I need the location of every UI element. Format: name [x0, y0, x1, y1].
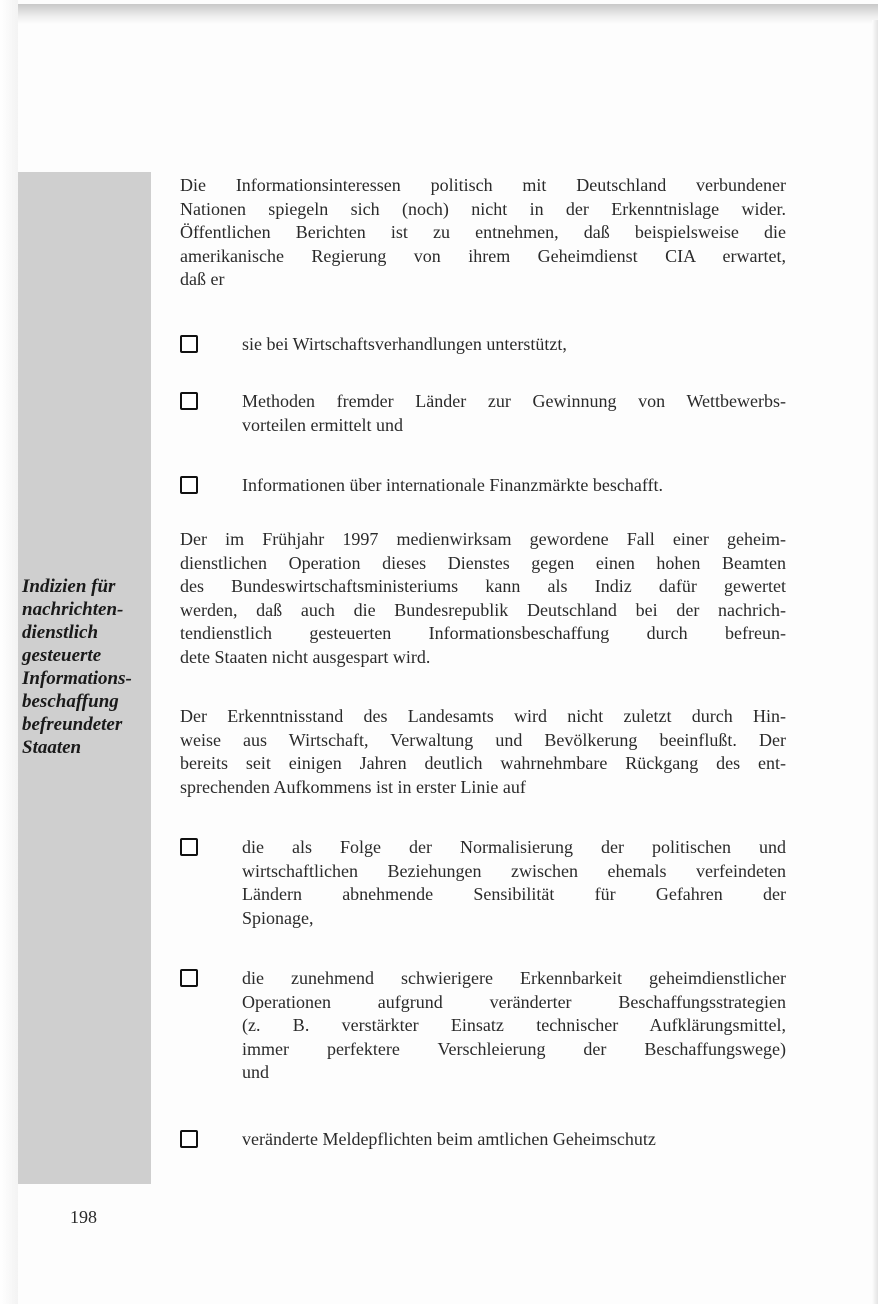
scan-left-edge: [0, 0, 18, 1304]
margin-note-line: Staaten: [22, 737, 82, 758]
margin-note-line: befreundeter: [22, 714, 123, 735]
checkbox-icon: [180, 969, 198, 987]
checkbox-icon: [180, 335, 198, 353]
text-line: Ländern abnehmende Sensibilität für Gefahren der: [242, 884, 786, 904]
text-line: Spionage,: [242, 907, 314, 928]
text-line: und: [242, 1062, 269, 1082]
checkbox-icon: [180, 476, 198, 494]
text-line: dienstlichen Operation dieses Dienstes gegen einen hohen Beamten: [180, 552, 786, 573]
text-line: amerikanische Regierung von ihrem Geheimdienst CIA erwartet,: [180, 245, 786, 266]
checkbox-icon: [180, 838, 198, 856]
text-line: werden, daß auch die Bundesrepublik Deutschland bei der nachrich-: [180, 599, 786, 620]
text-line: Methoden fremder Länder zur Gewinnung von Wettbewerbs-: [242, 391, 786, 411]
checkbox-icon: [180, 392, 198, 410]
text-line: tendienstlich gesteuerten Informationsbeschaffung durch befreun-: [180, 623, 786, 643]
text-line: sie bei Wirtschaftsverhandlungen unterstützt,: [242, 334, 567, 354]
text-line: vorteilen ermittelt und: [242, 414, 403, 435]
text-line: Die Informationsinteressen politisch mit Deutschland verbundener: [180, 175, 786, 195]
text-line: weise aus Wirtschaft, Verwaltung und Bevölkerung beeinflußt. Der: [180, 729, 786, 750]
checkbox-icon: [180, 1130, 198, 1148]
margin-note-line: Informations-: [22, 668, 132, 689]
text-line: immer perfektere Verschleierung der Beschaffungswege): [242, 1038, 786, 1059]
text-line: die als Folge der Normalisierung der politischen und: [242, 837, 786, 857]
margin-note-line: dienstlich: [22, 622, 99, 643]
list-item-text: [242, 333, 786, 357]
text-line: wirtschaftlichen Beziehungen zwischen ehemals verfeindeten: [242, 860, 786, 881]
text-line: veränderte Meldepflichten beim amtlichen Geheimschutz: [242, 1129, 656, 1149]
list-item-text: [242, 474, 786, 498]
list-item-text: [242, 967, 786, 1085]
text-line: Der im Frühjahr 1997 medienwirksam gewordene Fall einer geheim-: [180, 529, 786, 549]
margin-note-line: nachrichten-: [22, 599, 124, 620]
text-line: Öffentlichen Berichten ist zu entnehmen, daß beispielsweise die: [180, 222, 786, 242]
text-line: sprechenden Aufkommens ist in erster Linie auf: [180, 776, 526, 797]
text-line: Der Erkenntnisstand des Landesamts wird nicht zuletzt durch Hin-: [180, 706, 786, 726]
text-line: (z. B. verstärkter Einsatz technischer Aufklärungsmittel,: [242, 1015, 786, 1035]
list-item-text: [242, 390, 786, 437]
scan-right-edge: [872, 20, 878, 1304]
text-line: Operationen aufgrund veränderter Beschaffungsstrategien: [242, 991, 786, 1012]
text-line: daß er: [180, 269, 225, 289]
paragraph: [180, 705, 786, 799]
text-line: Nationen spiegeln sich (noch) nicht in der Erkenntnislage wider.: [180, 198, 786, 219]
list-item-text: [242, 836, 786, 930]
text-line: bereits seit einigen Jahren deutlich wahrnehmbare Rückgang des ent-: [180, 753, 786, 773]
text-line: dete Staaten nicht ausgespart wird.: [180, 646, 431, 667]
scan-top-edge: [18, 4, 878, 24]
text-line: die zunehmend schwierigere Erkennbarkeit geheimdienstlicher: [242, 968, 786, 988]
text-line: Informationen über internationale Finanzmärkte beschafft.: [242, 475, 664, 495]
list-item-text: [242, 1128, 786, 1152]
margin-note-line: Indizien für: [22, 576, 116, 597]
page-number: 198: [70, 1207, 97, 1227]
intro-paragraph: [180, 174, 786, 292]
text-line: des Bundeswirtschaftsministeriums kann als Indiz dafür gewertet: [180, 576, 786, 596]
margin-note: [22, 575, 154, 759]
margin-note-line: gesteuerte: [22, 645, 102, 666]
margin-note-line: beschaffung: [22, 691, 119, 712]
paragraph: [180, 528, 786, 669]
